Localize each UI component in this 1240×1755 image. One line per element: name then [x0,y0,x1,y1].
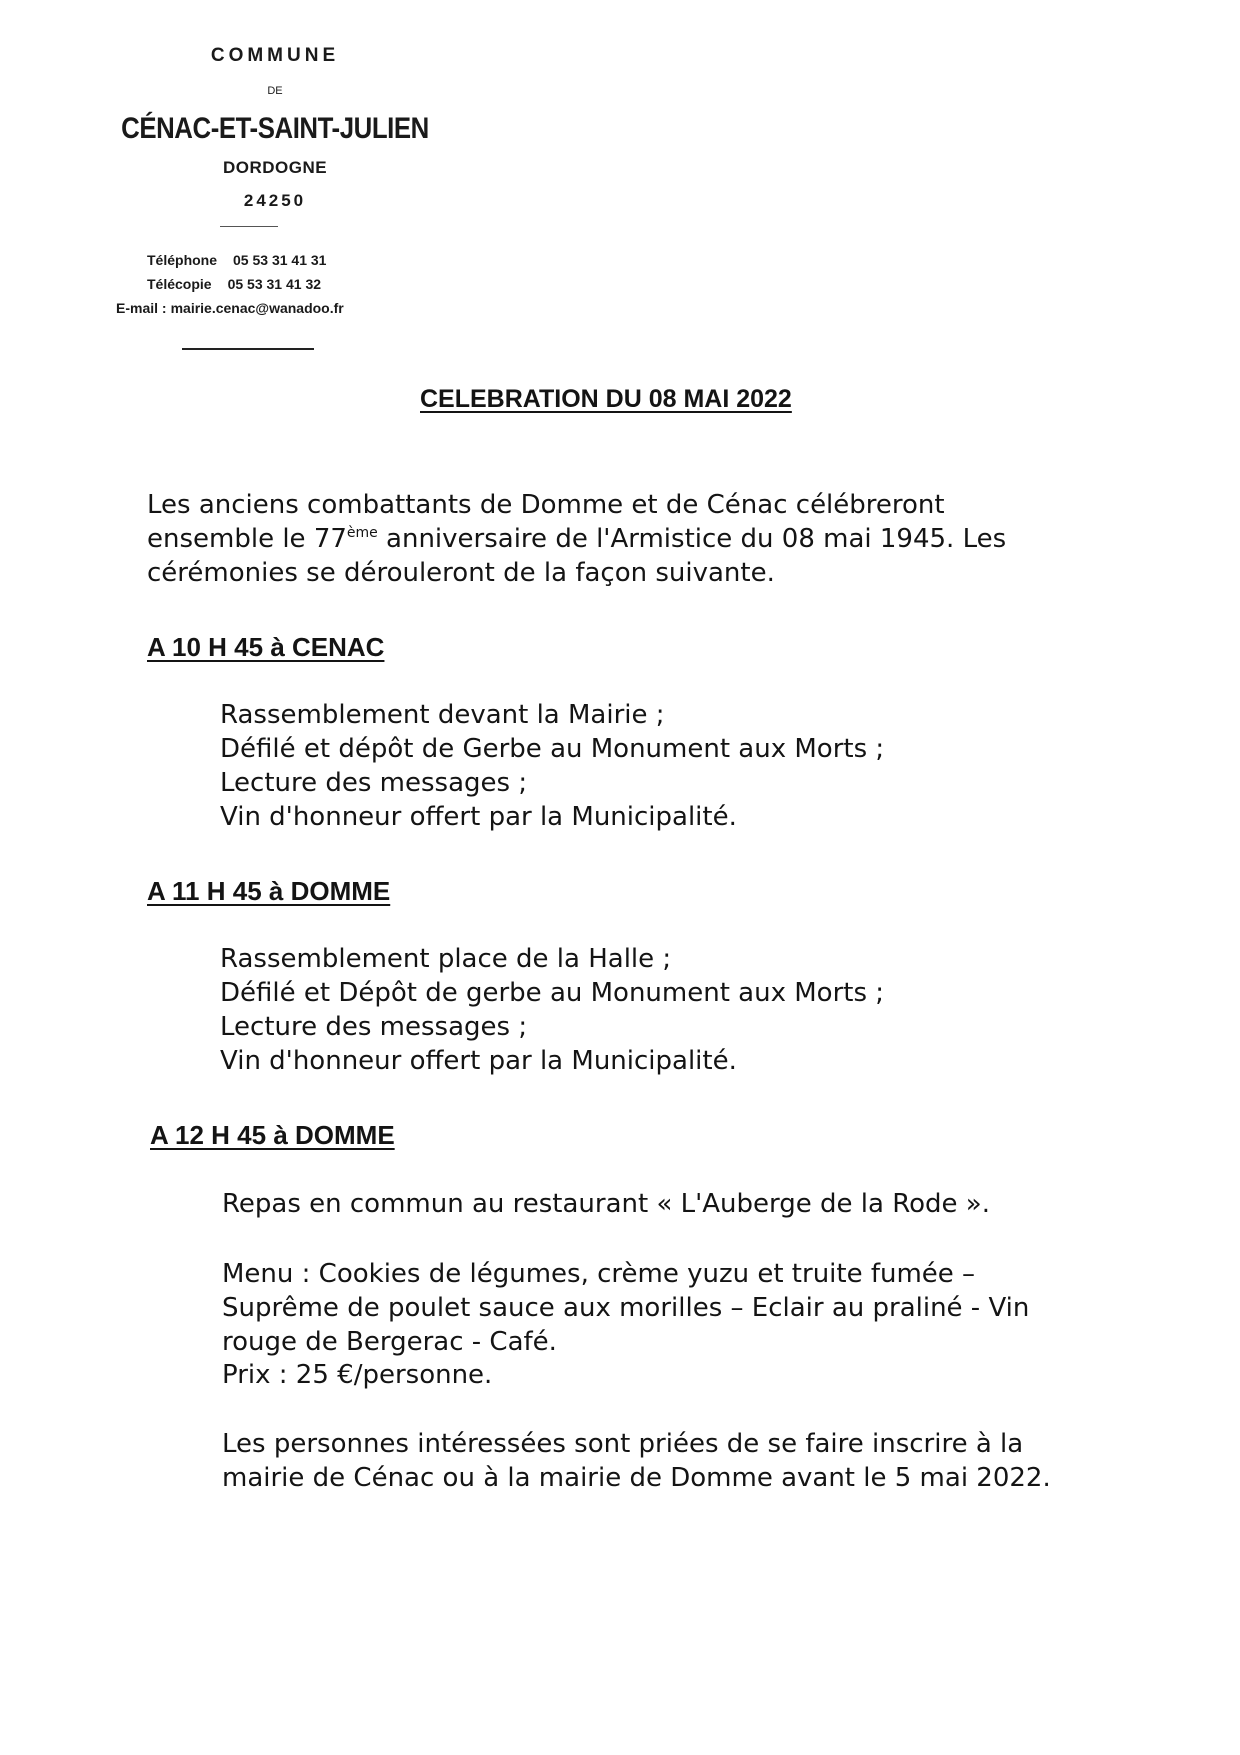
list-item: Vin d'honneur offert par la Municipalité. [220,802,737,832]
menu-block [222,1257,1122,1359]
letterhead-commune-name: CÉNAC-ET-SAINT-JULIEN [121,112,429,145]
email-address: mairie.cenac@wanadoo.fr [170,300,344,316]
fax-number: 05 53 31 41 32 [227,276,322,292]
contact-email [116,300,344,316]
section-list-domme [220,942,884,1078]
document-title: CELEBRATION DU 08 MAI 2022 [420,385,792,413]
telephone-number: 05 53 31 41 31 [233,252,327,268]
contact-telephone [147,252,326,268]
intro-text-end: anniversaire de l'Armistice du 08 mai 1945. Les cérémonies se dérouleront de la façon suivante. [147,524,1007,588]
list-item: Rassemblement place de la Halle ; [220,944,672,974]
contact-fax [147,276,321,292]
note-line: mairie de Cénac ou à la mairie de Domme avant le 5 mai 2022. [222,1463,1051,1493]
price-line: Prix : 25 €/personne. [222,1360,493,1390]
intro-paragraph [147,488,1077,590]
note-line: Les personnes intéressées sont priées de se faire inscrire à la [222,1429,1024,1459]
list-item: Défilé et Dépôt de gerbe au Monument aux Morts ; [220,978,885,1008]
letterhead-bottom-rule [182,348,314,350]
section-heading-cenac: A 10 H 45 à CENAC [147,632,385,662]
section-heading-domme: A 11 H 45 à DOMME [147,876,391,906]
registration-note [222,1427,1122,1495]
section-list-cenac [220,698,884,834]
email-label: E-mail : [116,300,167,316]
list-item: Vin d'honneur offert par la Municipalité. [220,1046,737,1076]
letterhead-department: DORDOGNE [222,158,328,177]
list-item: Défilé et dépôt de Gerbe au Monument aux Morts ; [220,734,885,764]
intro-superscript: ème [346,525,378,541]
section-heading-repas: A 12 H 45 à DOMME [150,1120,395,1150]
telephone-label: Téléphone [147,252,218,268]
menu-line: rouge de Bergerac - Café. [222,1327,557,1357]
letterhead-de: DE [267,85,283,97]
list-item: Rassemblement devant la Mairie ; [220,700,665,730]
repas-line: Repas en commun au restaurant « L'Auberge de la Rode ». [222,1189,990,1219]
letterhead-postal-code: 24250 [243,191,307,210]
fax-label: Télécopie [147,276,212,292]
letterhead-divider [220,226,278,227]
list-item: Lecture des messages ; [220,768,528,798]
intro-text-start: Les anciens combattants de Domme et de Cénac célébreront ensemble le 77 [147,490,945,554]
letterhead-commune: COMMUNE [210,45,340,66]
menu-line: Suprême de poulet sauce aux morilles – Eclair au praliné - Vin [222,1293,1030,1323]
list-item: Lecture des messages ; [220,1012,528,1042]
menu-line: Menu : Cookies de légumes, crème yuzu et truite fumée – [222,1259,976,1289]
